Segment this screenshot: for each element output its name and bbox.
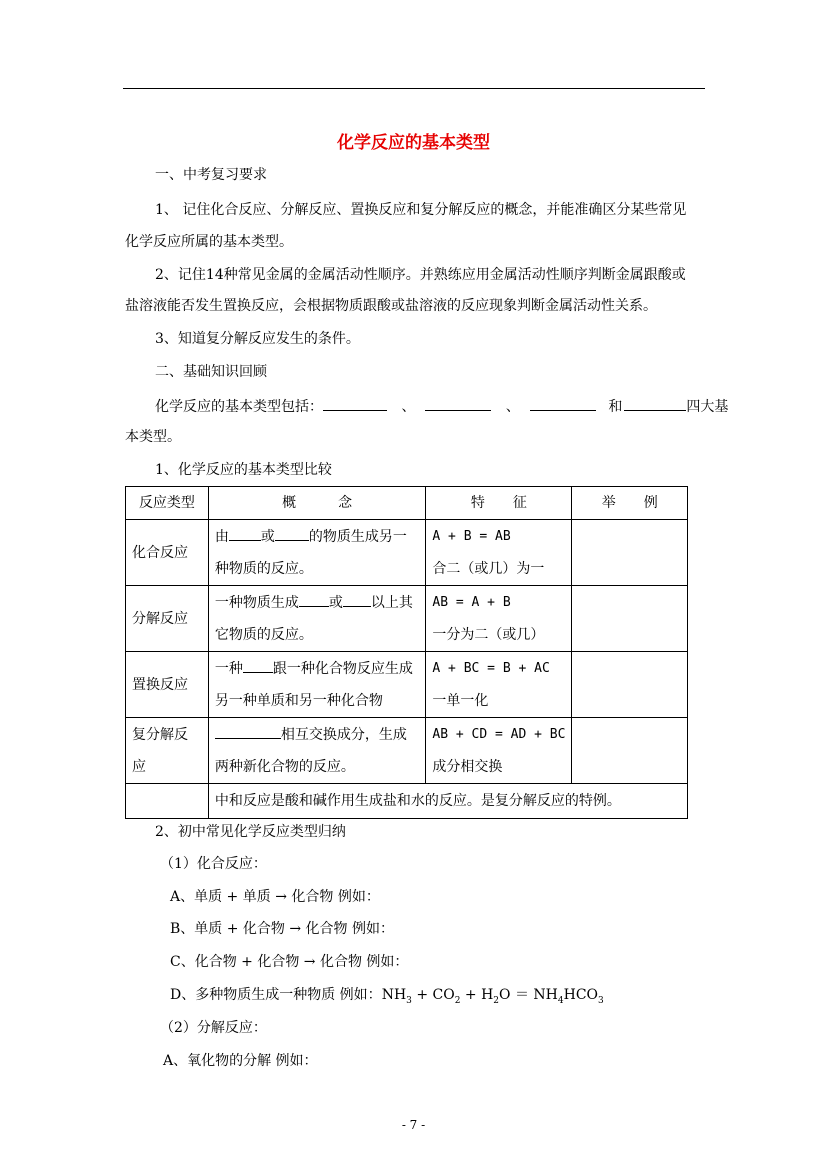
page-title: 化学反应的基本类型	[337, 133, 490, 153]
feature-cell: AB = A + B 一分为二（或几）	[426, 586, 572, 652]
header-example: 举 例	[572, 487, 688, 520]
rule-b: B、单质 + 化合物 → 化合物 例如：	[170, 921, 394, 937]
feature-cell: A + BC = B + AC 一单一化	[426, 652, 572, 718]
concept-cell: 相互交换成分，生成 两种新化合物的反应。	[208, 718, 426, 784]
req-item1-line2: 化学反应所属的基本类型。	[125, 234, 293, 250]
blank-type-4	[624, 396, 686, 411]
blank	[275, 526, 309, 541]
separator: 、	[401, 399, 416, 415]
reaction-type: 置换反应	[126, 652, 209, 718]
req-item3: 3、知道复分解反应发生的条件。	[155, 331, 360, 347]
comparison-table	[125, 486, 688, 819]
combination-heading: （1）化合反应：	[160, 856, 267, 872]
rule-d: D、多种物质生成一种物质 例如：$NH_3 + CO_2 + H_2O = NH_4HCO_3$	[170, 987, 604, 1006]
concept-cell: 一种物质生成 或 以上其 它物质的反应。	[208, 586, 426, 652]
types-fill-prefix: 化学反应的基本类型包括：	[155, 399, 323, 415]
header-feature: 特 征	[426, 487, 572, 520]
reaction-type: 分解反应	[126, 586, 209, 652]
section1-heading: 一、中考复习要求	[155, 167, 267, 183]
example-cell	[572, 652, 688, 718]
table-header-row	[126, 487, 688, 520]
header-type: 反应类型	[126, 487, 209, 520]
page-number: - 7 -	[401, 1118, 426, 1132]
blank	[343, 592, 371, 607]
rule-c: C、化合物 + 化合物 → 化合物 例如：	[170, 954, 409, 970]
header-concept: 概 念	[208, 487, 426, 520]
header-rule	[123, 88, 705, 89]
table-row	[126, 520, 688, 586]
concept-cell: 由 或 的物质生成另一 种物质的反应。	[208, 520, 426, 586]
example-cell	[572, 718, 688, 784]
section2-heading: 二、基础知识回顾	[155, 364, 267, 380]
blank	[299, 592, 329, 607]
empty-cell	[126, 784, 209, 819]
section3-heading: 2、初中常见化学反应类型归纳	[155, 824, 346, 840]
comparison-heading: 1、化学反应的基本类型比较	[155, 462, 332, 478]
table-row	[126, 652, 688, 718]
blank	[215, 724, 281, 739]
rule-e: A、氧化物的分解 例如：	[163, 1053, 318, 1069]
types-fill-line2: 本类型。	[125, 429, 181, 445]
concept-cell: 一种 跟一种化合物反应生成 另一种单质和另一种化合物	[208, 652, 426, 718]
req-item2-line2: 盐溶液能否发生置换反应，会根据物质跟酸或盐溶液的反应现象判断金属活动性关系。	[125, 298, 657, 314]
separator: 、	[505, 399, 520, 415]
req-item1-line1: 1、 记住化合反应、分解反应、置换反应和复分解反应的概念，并能准确区分某些常见	[155, 202, 687, 218]
rule-a: A、单质 + 单质 → 化合物 例如：	[170, 889, 380, 905]
reaction-type: 化合反应	[126, 520, 209, 586]
types-fill-suffix: 四大基	[686, 399, 729, 415]
feature-cell: A + B = AB 合二（或几）为一	[426, 520, 572, 586]
blank-type-1	[323, 396, 387, 411]
blank-type-2	[425, 396, 491, 411]
and-word: 和	[608, 399, 623, 415]
types-fill-line	[155, 396, 728, 416]
blank	[243, 658, 273, 673]
table-note: 中和反应是酸和碱作用生成盐和水的反应。是复分解反应的特例。	[208, 784, 687, 819]
blank-type-3	[530, 396, 596, 411]
example-cell	[572, 520, 688, 586]
feature-cell: AB + CD = AD + BC 成分相交换	[426, 718, 572, 784]
decomposition-heading: （2）分解反应：	[160, 1020, 267, 1036]
req-item2-line1: 2、记住14种常见金属的金属活动性顺序。并熟练应用金属活动性顺序判断金属跟酸或	[155, 267, 686, 283]
reaction-type: 复分解反应	[126, 718, 209, 784]
table-row	[126, 718, 688, 784]
example-cell	[572, 586, 688, 652]
blank	[229, 526, 261, 541]
table-note-row	[126, 784, 688, 819]
table-row	[126, 586, 688, 652]
